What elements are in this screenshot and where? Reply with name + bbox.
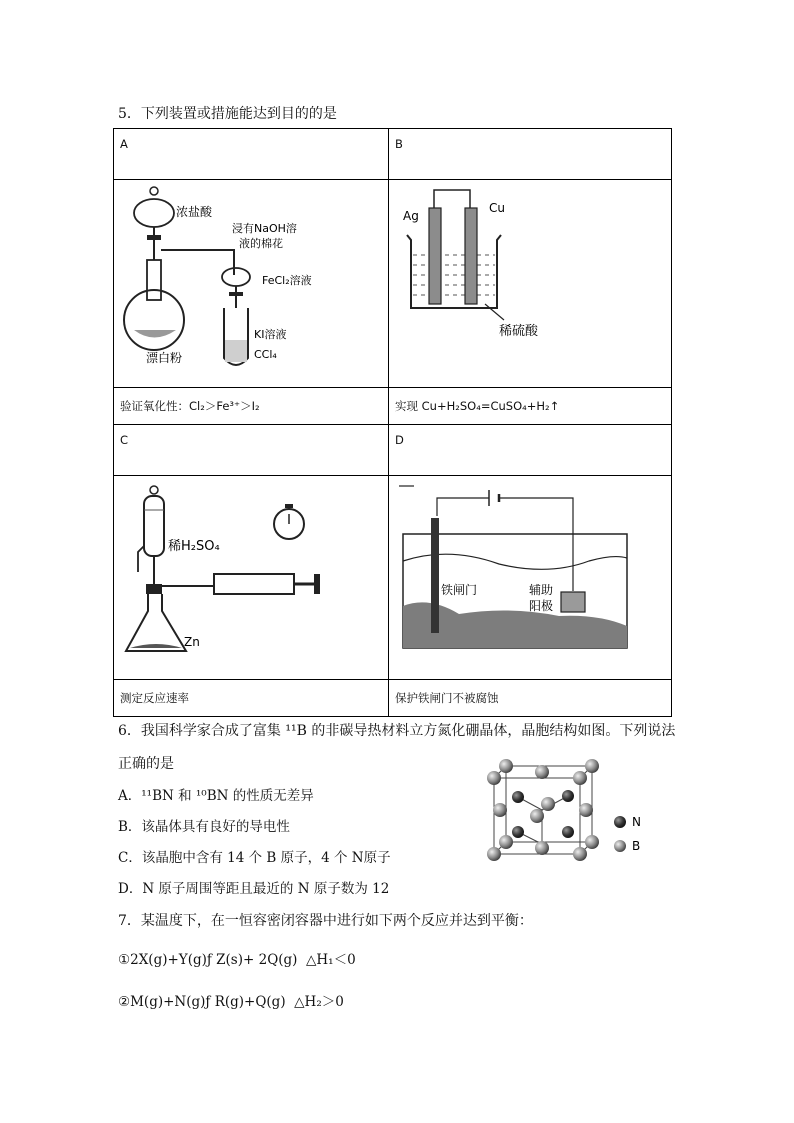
label-ki: KI溶液 — [254, 328, 287, 341]
label-dilute-h2so4: 稀H₂SO₄ — [168, 539, 220, 554]
cell-d-label: D — [389, 425, 672, 476]
label-anode-2: 阳极 — [529, 599, 554, 613]
legend-b: B — [632, 839, 641, 853]
caption-a: 验证氧化性：Cl₂＞Fe³⁺＞I₂ — [114, 388, 389, 425]
label-ag: Ag — [403, 209, 419, 223]
label-zn: Zn — [184, 635, 200, 649]
question-7-reaction-1: ①2X(g)+Y(g)ƒ Z(s)+ 2Q(g) △H₁＜0 — [118, 952, 356, 968]
label-fecl2: FeCl₂溶液 — [262, 274, 312, 287]
question-6-stem-line2: 正确的是 — [118, 756, 174, 772]
reaction-rate-figure — [114, 476, 389, 676]
cell-c-label: C — [114, 425, 389, 476]
question-6-option-d: D．N 原子周围等距且最近的 N 原子数为 12 — [118, 881, 390, 897]
label-cu: Cu — [489, 201, 505, 215]
cell-a-label: A — [114, 129, 389, 180]
bn-crystal-cell-figure — [482, 752, 662, 862]
sluice-gate-figure — [389, 476, 672, 676]
legend-n: N — [632, 815, 641, 829]
question-5-table — [113, 128, 672, 717]
caption-d: 保护铁闸门不被腐蚀 — [389, 680, 672, 717]
chlorine-apparatus-figure — [114, 180, 389, 384]
label-dilute-acid: 稀硫酸 — [499, 324, 539, 339]
question-6-option-b: B．该晶体具有良好的导电性 — [118, 819, 290, 835]
figure-b-cell — [389, 180, 672, 388]
label-ccl4: CCl₄ — [254, 348, 277, 361]
caption-b: 实现 Cu+H₂SO₄=CuSO₄+H₂↑ — [389, 388, 672, 425]
label-naoh-1: 浸有NaOH溶 — [232, 222, 297, 235]
cell-b-label: B — [389, 129, 672, 180]
label-anode-1: 辅助 — [529, 583, 554, 597]
figure-a-cell — [114, 180, 389, 388]
question-6-stem-line1: 6．我国科学家合成了富集 ¹¹B 的非碳导热材料立方氮化硼晶体，晶胞结构如图。下列说法 — [118, 723, 676, 739]
label-naoh-2: 液的棉花 — [239, 237, 283, 250]
question-6-option-c: C．该晶胞中含有 14 个 B 原子，4 个 N原子 — [118, 850, 391, 866]
label-conc-hcl: 浓盐酸 — [176, 205, 213, 219]
figure-d-cell — [389, 476, 672, 680]
figure-c-cell — [114, 476, 389, 680]
question-6-option-a: A．¹¹BN 和 ¹⁰BN 的性质无差异 — [118, 788, 314, 804]
question-7-stem: 7．某温度下，在一恒容密闭容器中进行如下两个反应并达到平衡： — [118, 913, 533, 929]
galvanic-cell-figure — [389, 180, 672, 384]
caption-c: 测定反应速率 — [114, 680, 389, 717]
label-bleach: 漂白粉 — [146, 351, 183, 365]
label-iron-gate: 铁闸门 — [441, 583, 478, 597]
question-5-title: 5．下列装置或措施能达到目的的是 — [118, 106, 337, 122]
question-7-reaction-2: ②M(g)+N(g)ƒ R(g)+Q(g) △H₂＞0 — [118, 994, 344, 1010]
